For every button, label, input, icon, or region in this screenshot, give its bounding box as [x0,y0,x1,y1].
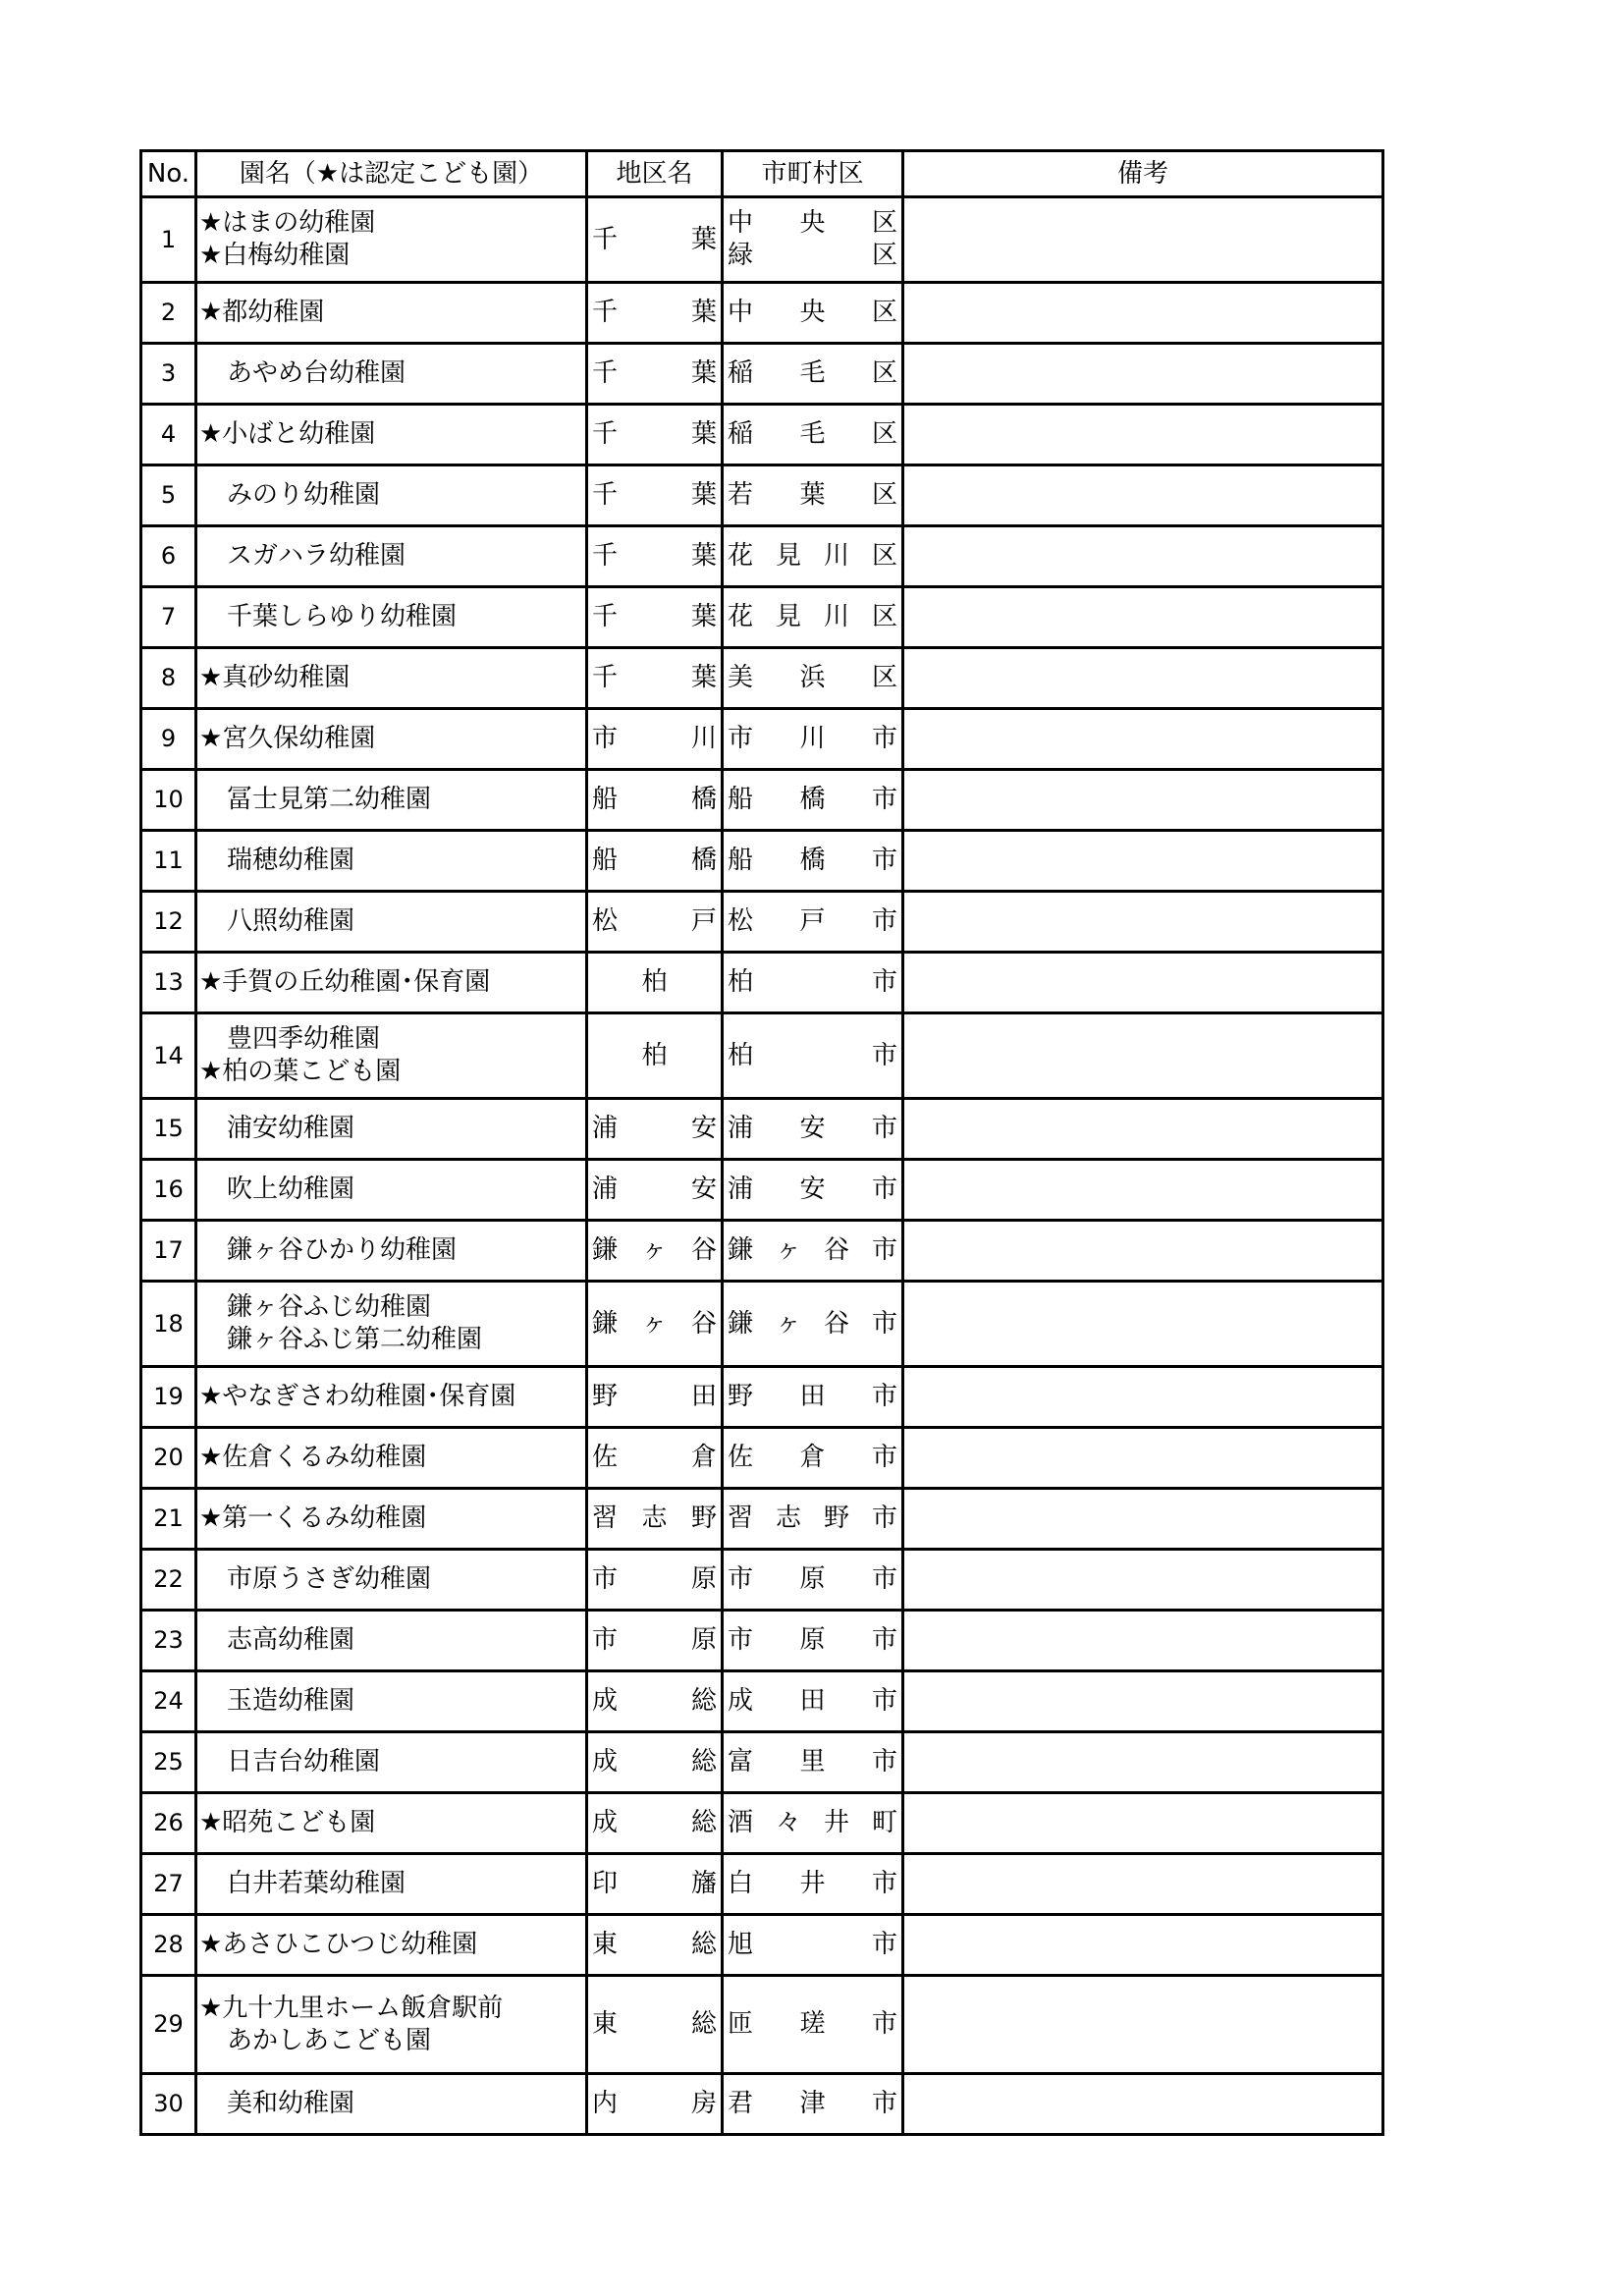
city-line: 浦安市 [728,1175,897,1204]
table-row [141,953,1383,1013]
district-text: 柏 [641,967,668,997]
district-name [587,1099,723,1160]
kindergarten-name [196,648,587,709]
city-name [723,1221,903,1282]
district-name [587,1282,723,1367]
city-name [723,283,903,344]
remarks-cell [903,1671,1383,1732]
city-name [723,1976,903,2074]
remarks-cell [903,1013,1383,1099]
city-line: 君津市 [728,2089,897,2118]
name-line: ★佐倉くるみ幼稚園 [199,1443,427,1472]
district-text: 市川 [592,724,717,753]
row-number: 3 [141,344,196,405]
city-line: 鎌ヶ谷市 [728,1235,897,1265]
name-line: 日吉台幼稚園 [227,1747,381,1777]
district-name [587,197,723,283]
kindergarten-name [196,1732,587,1793]
remarks-cell [903,2074,1383,2135]
remarks-cell [903,1611,1383,1671]
kindergarten-name [196,831,587,892]
kindergarten-name [196,1428,587,1489]
district-name [587,587,723,648]
table-row [141,1099,1383,1160]
remarks-cell [903,1854,1383,1915]
city-line: 野田市 [728,1382,897,1411]
district-name [587,1428,723,1489]
table-row [141,1611,1383,1671]
kindergarten-name [196,1854,587,1915]
city-line: 中央区 [728,208,897,238]
district-name [587,465,723,526]
name-line: ★はまの幼稚園 [199,208,376,238]
table-row [141,831,1383,892]
district-text: 野田 [592,1382,717,1411]
district-text: 鎌ヶ谷 [592,1308,717,1339]
city-name [723,526,903,587]
city-line: 佐倉市 [728,1443,897,1472]
kindergarten-name [196,405,587,465]
name-line: ★小ばと幼稚園 [199,419,376,449]
table-row [141,1221,1383,1282]
table-row [141,1793,1383,1854]
row-number: 11 [141,831,196,892]
district-name [587,1732,723,1793]
remarks-cell [903,831,1383,892]
kindergarten-name [196,1013,587,1099]
table-row [141,344,1383,405]
district-text: 千葉 [592,541,717,571]
city-name [723,405,903,465]
kindergarten-name [196,892,587,953]
kindergarten-name [196,953,587,1013]
city-name [723,1428,903,1489]
district-name [587,1013,723,1099]
district-name [587,831,723,892]
name-line: あかしあこども園 [227,2025,432,2055]
city-line: 白井市 [728,1869,897,1898]
district-name [587,1915,723,1976]
name-line: 吹上幼稚園 [227,1175,355,1204]
table-row [141,1160,1383,1221]
kindergarten-name [196,465,587,526]
district-name [587,648,723,709]
row-number: 8 [141,648,196,709]
remarks-cell [903,344,1383,405]
name-line: 鎌ヶ谷ふじ第二幼稚園 [227,1325,483,1354]
district-text: 船橋 [592,785,717,814]
city-name [723,197,903,283]
remarks-cell [903,1732,1383,1793]
row-number: 20 [141,1428,196,1489]
district-name [587,1671,723,1732]
remarks-cell [903,1160,1383,1221]
district-text: 習志野 [592,1503,717,1533]
kindergarten-name [196,709,587,770]
kindergarten-name [196,2074,587,2135]
header-remarks: 備考 [903,151,1383,197]
city-name [723,1489,903,1550]
district-name [587,283,723,344]
city-name [723,1611,903,1671]
city-name [723,709,903,770]
city-line: 柏市 [728,1040,897,1070]
district-name [587,770,723,831]
district-text: 市原 [592,1564,717,1594]
kindergarten-name [196,526,587,587]
name-line: 豊四季幼稚園 [227,1024,381,1054]
row-number: 2 [141,283,196,344]
name-line: ★真砂幼稚園 [199,663,351,692]
district-name [587,953,723,1013]
district-text: 千葉 [592,298,717,327]
row-number: 12 [141,892,196,953]
table-row [141,648,1383,709]
city-line: 稲毛区 [728,419,897,449]
district-text: 千葉 [592,663,717,692]
row-number: 18 [141,1282,196,1367]
name-line: 冨士見第二幼稚園 [227,785,432,814]
district-text: 成総 [592,1747,717,1777]
row-number: 6 [141,526,196,587]
city-line: 船橋市 [728,846,897,875]
kindergarten-name [196,1915,587,1976]
name-line: 八照幼稚園 [227,906,355,936]
city-line: 市原市 [728,1625,897,1655]
city-line: 成田市 [728,1686,897,1716]
district-text: 東総 [592,1930,717,1959]
kindergarten-name [196,1976,587,2074]
remarks-cell [903,1489,1383,1550]
city-line: 匝瑳市 [728,2009,897,2039]
district-name [587,405,723,465]
district-name [587,526,723,587]
row-number: 24 [141,1671,196,1732]
city-name [723,465,903,526]
district-text: 佐倉 [592,1443,717,1472]
district-text: 成総 [592,1686,717,1716]
table-row [141,770,1383,831]
district-text: 浦安 [592,1175,717,1204]
name-line: ★柏の葉こども園 [199,1057,402,1086]
district-text: 千葉 [592,358,717,388]
kindergarten-name [196,1550,587,1611]
kindergarten-name [196,770,587,831]
district-name [587,892,723,953]
table-row [141,283,1383,344]
remarks-cell [903,953,1383,1013]
city-name [723,1732,903,1793]
name-line: あやめ台幼稚園 [227,358,406,388]
table-row [141,1550,1383,1611]
district-name [587,1854,723,1915]
kindergarten-name [196,1671,587,1732]
table-row [141,709,1383,770]
kindergarten-name [196,1099,587,1160]
city-name [723,1550,903,1611]
header-row [141,151,1383,197]
row-number: 29 [141,1976,196,2074]
city-line: 鎌ヶ谷市 [728,1308,897,1339]
city-name [723,648,903,709]
city-line: 習志野市 [728,1503,897,1533]
district-name [587,1611,723,1671]
table-row [141,1367,1383,1428]
district-text: 千葉 [592,602,717,631]
kindergarten-name [196,344,587,405]
name-line: 美和幼稚園 [227,2089,355,2118]
table-row [141,1671,1383,1732]
name-line: ★九十九里ホーム飯倉駅前 [199,1993,504,2023]
district-text: 内房 [592,2089,717,2118]
table-row [141,1428,1383,1489]
name-line: 瑞穂幼稚園 [227,846,355,875]
name-line: スガハラ幼稚園 [227,541,406,571]
district-name [587,1160,723,1221]
district-text: 成総 [592,1808,717,1837]
city-line: 中央区 [728,298,897,327]
row-number: 16 [141,1160,196,1221]
city-name [723,344,903,405]
table-row [141,1489,1383,1550]
row-number: 22 [141,1550,196,1611]
name-line: 千葉しらゆり幼稚園 [227,602,458,631]
name-line: ★あさひこひつじ幼稚園 [199,1930,478,1959]
city-name [723,1282,903,1367]
city-line: 船橋市 [728,785,897,814]
city-name [723,1793,903,1854]
header-city: 市町村区 [723,151,903,197]
row-number: 23 [141,1611,196,1671]
remarks-cell [903,709,1383,770]
kindergarten-name [196,197,587,283]
district-name [587,1367,723,1428]
name-line: 鎌ヶ谷ひかり幼稚園 [227,1235,458,1265]
remarks-cell [903,892,1383,953]
row-number: 21 [141,1489,196,1550]
name-line: みのり幼稚園 [227,480,381,510]
district-text: 柏 [641,1040,668,1070]
remarks-cell [903,1915,1383,1976]
name-line: 鎌ヶ谷ふじ幼稚園 [227,1292,432,1322]
table-row [141,526,1383,587]
name-line: 市原うさぎ幼稚園 [227,1564,432,1594]
city-name [723,2074,903,2135]
row-number: 13 [141,953,196,1013]
kindergarten-name [196,283,587,344]
kindergarten-name [196,1489,587,1550]
city-line: 酒々井町 [728,1808,897,1837]
name-line: ★第一くるみ幼稚園 [199,1503,427,1533]
remarks-cell [903,1221,1383,1282]
name-line: ★宮久保幼稚園 [199,724,376,753]
remarks-cell [903,1367,1383,1428]
row-number: 17 [141,1221,196,1282]
kindergarten-name [196,1221,587,1282]
name-line: 白井若葉幼稚園 [227,1869,406,1898]
kindergarten-name [196,1793,587,1854]
city-name [723,770,903,831]
district-text: 千葉 [592,419,717,449]
city-line: 浦安市 [728,1114,897,1143]
district-text: 鎌ヶ谷 [592,1235,717,1265]
name-line: 志高幼稚園 [227,1625,355,1655]
city-name [723,1099,903,1160]
remarks-cell [903,648,1383,709]
city-name [723,953,903,1013]
table-row [141,197,1383,283]
city-name [723,1915,903,1976]
row-number: 26 [141,1793,196,1854]
district-text: 千葉 [592,224,717,254]
remarks-cell [903,405,1383,465]
city-line: 旭市 [728,1930,897,1959]
remarks-cell [903,770,1383,831]
city-line: 花見川区 [728,541,897,571]
district-text: 松戸 [592,906,717,936]
district-text: 印旛 [592,1869,717,1898]
remarks-cell [903,197,1383,283]
city-name [723,1671,903,1732]
district-name [587,709,723,770]
district-name [587,1489,723,1550]
remarks-cell [903,1282,1383,1367]
remarks-cell [903,1793,1383,1854]
city-name [723,831,903,892]
district-text: 浦安 [592,1114,717,1143]
table-row [141,1282,1383,1367]
district-text: 船橋 [592,846,717,875]
city-line: 花見川区 [728,602,897,631]
row-number: 5 [141,465,196,526]
row-number: 7 [141,587,196,648]
name-line: ★白梅幼稚園 [199,241,351,270]
remarks-cell [903,1428,1383,1489]
name-line: 浦安幼稚園 [227,1114,355,1143]
row-number: 9 [141,709,196,770]
header-district: 地区名 [587,151,723,197]
row-number: 30 [141,2074,196,2135]
district-text: 市原 [592,1625,717,1655]
district-name [587,344,723,405]
district-text: 東総 [592,2009,717,2039]
row-number: 14 [141,1013,196,1099]
table-row [141,1732,1383,1793]
kindergarten-name [196,1367,587,1428]
row-number: 10 [141,770,196,831]
table-row [141,1976,1383,2074]
row-number: 4 [141,405,196,465]
remarks-cell [903,1099,1383,1160]
city-line: 市原市 [728,1564,897,1594]
kindergarten-name [196,1282,587,1367]
district-text: 千葉 [592,480,717,510]
remarks-cell [903,283,1383,344]
table-row [141,1915,1383,1976]
row-number: 25 [141,1732,196,1793]
name-line: ★やなぎさわ幼稚園･保育園 [199,1382,516,1411]
district-name [587,1793,723,1854]
name-line: 玉造幼稚園 [227,1686,355,1716]
city-line: 富里市 [728,1747,897,1777]
city-name [723,892,903,953]
city-line: 市川市 [728,724,897,753]
row-number: 1 [141,197,196,283]
remarks-cell [903,526,1383,587]
city-name [723,1160,903,1221]
city-name [723,1367,903,1428]
kindergarten-name [196,1611,587,1671]
table-row [141,405,1383,465]
name-line: ★都幼稚園 [199,298,325,327]
kindergarten-name [196,1160,587,1221]
table-row [141,1854,1383,1915]
table-row [141,2074,1383,2135]
district-name [587,1221,723,1282]
name-line: ★手賀の丘幼稚園･保育園 [199,967,491,997]
city-line: 松戸市 [728,906,897,936]
remarks-cell [903,587,1383,648]
row-number: 19 [141,1367,196,1428]
remarks-cell [903,1976,1383,2074]
city-line: 若葉区 [728,480,897,510]
table-row [141,892,1383,953]
remarks-cell [903,1550,1383,1611]
remarks-cell [903,465,1383,526]
table-row [141,1013,1383,1099]
name-line: ★昭苑こども園 [199,1808,376,1837]
city-line: 緑区 [728,241,897,270]
district-name [587,2074,723,2135]
city-line: 柏市 [728,967,897,997]
city-name [723,1013,903,1099]
city-name [723,1854,903,1915]
header-name: 園名（★は認定こども園） [196,151,587,197]
kindergarten-name [196,587,587,648]
district-name [587,1550,723,1611]
district-name [587,1976,723,2074]
city-line: 稲毛区 [728,358,897,388]
row-number: 28 [141,1915,196,1976]
city-line: 美浜区 [728,663,897,692]
kindergarten-table [139,149,1384,2136]
row-number: 15 [141,1099,196,1160]
table-row [141,587,1383,648]
row-number: 27 [141,1854,196,1915]
header-no: No. [141,151,196,197]
city-name [723,587,903,648]
table-row [141,465,1383,526]
